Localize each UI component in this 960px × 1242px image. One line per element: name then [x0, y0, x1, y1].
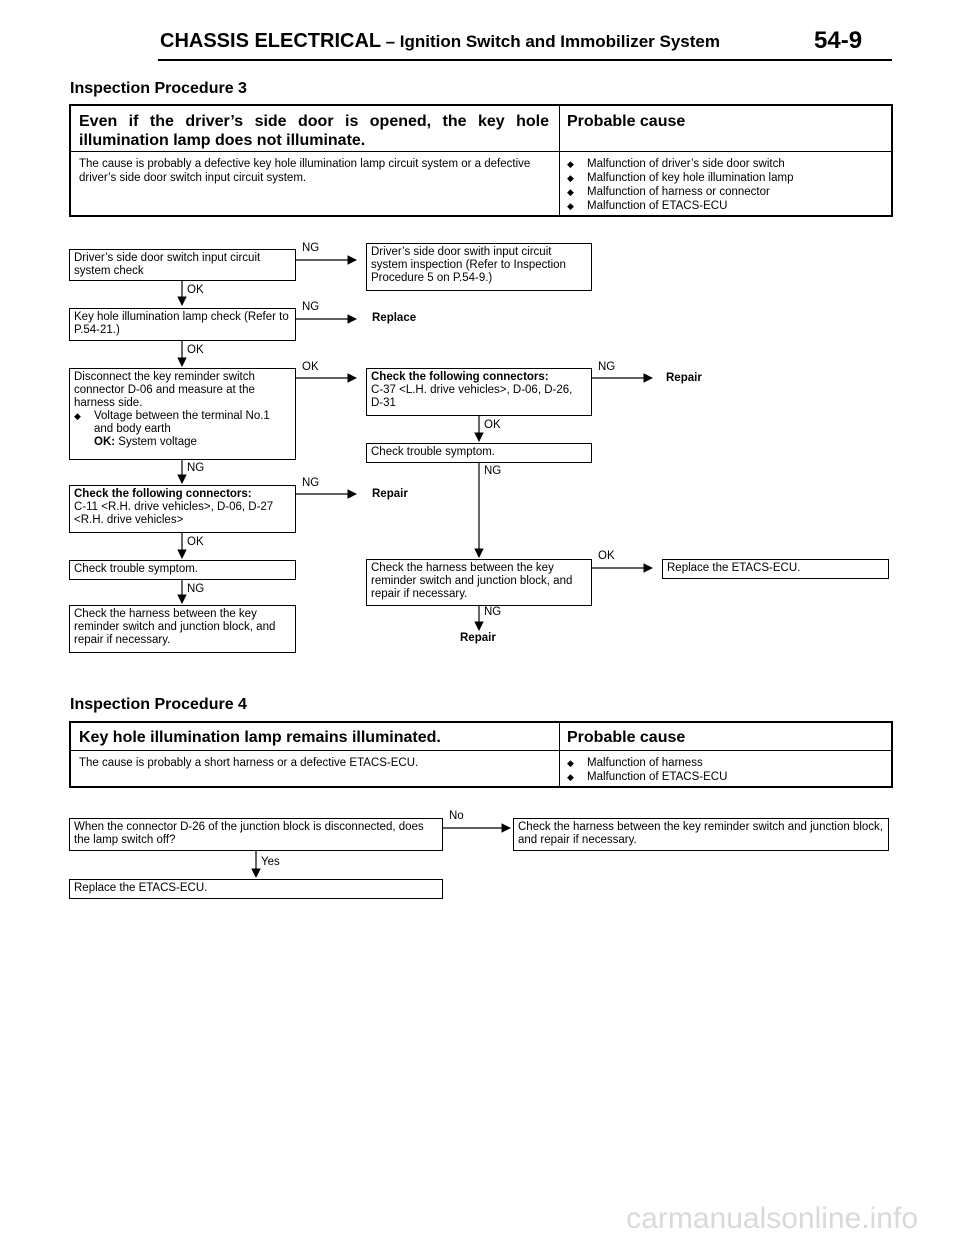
header-title-sub: – Ignition Switch and Immobilizer System [385, 32, 720, 51]
p3-box-door-switch-inspection: Driver’s side door swith input circuit system inspection (Refer to Inspection Procedure 5 on P.54-9.) [366, 243, 592, 291]
p3-box3-text: Disconnect the key reminder switch connector D-06 and measure at the harness side. [74, 371, 255, 409]
cause-item: ◆ Malfunction of ETACS-ECU [567, 770, 887, 784]
p3-repair-connectors-rh: Repair [372, 488, 408, 500]
p4-box-replace-etacs: Replace the ETACS-ECU. [69, 879, 443, 899]
flow-label-ng: NG [302, 477, 320, 489]
table-divider [71, 750, 891, 751]
cause-item: ◆ Malfunction of harness [567, 756, 887, 770]
flow-label-ng: NG [598, 361, 616, 373]
p3-box-check-connectors-rh [69, 485, 296, 533]
p3-box4-body: C-11 <R.H. drive vehicles>, D-06, D-27 <R.H. drive vehicles> [74, 501, 274, 526]
p3-box4-title: Check the following connectors: [74, 488, 252, 500]
flow-label-ng: NG [302, 242, 320, 254]
p4-box-disconnect-d26: When the connector D-26 of the junction block is disconnected, does the lamp switch off? [69, 818, 443, 851]
proc3-cause-header: Probable cause [567, 113, 686, 130]
p3-box3-bullet-cont: and body earth [94, 423, 171, 435]
p3-box-check-connectors-lh [366, 368, 592, 416]
proc4-description: The cause is probably a short harness or a defective ETACS-ECU. [79, 757, 419, 769]
watermark: carmanualsonline.info [626, 1202, 918, 1235]
p3-box-door-switch-check: Driver’s side door switch input circuit system check [69, 249, 296, 281]
ok-criterion-value: System voltage [118, 436, 197, 448]
proc4-title: Inspection Procedure 4 [70, 696, 247, 713]
cause-item: ◆ Malfunction of driver’s side door switch [567, 157, 887, 171]
proc4-symptom: Key hole illumination lamp remains illuminated. [79, 729, 441, 746]
flow-label-no: No [449, 810, 464, 822]
p3-box-check-harness-left: Check the harness between the key reminder switch and junction block, and repair if necessary. [69, 605, 296, 653]
flow-label-ok: OK [187, 344, 204, 356]
proc3-description: The cause is probably a defective key hole illumination lamp circuit system or a defective driver’s side door switch input circuit system. [79, 158, 531, 184]
cause-item: ◆ Malfunction of key hole illumination lamp [567, 171, 887, 185]
p3-rbox1-body: C-37 <L.H. drive vehicles>, D-06, D-26, D-31 [371, 384, 573, 409]
proc4-symptom-table [69, 721, 893, 788]
proc3-symptom: Even if the driver’s side door is opened, the key hole illumination lamp does not illuminate. [79, 113, 549, 149]
p3-box3-bullet: ◆ Voltage between the terminal No.1 [74, 410, 291, 423]
table-divider [559, 723, 560, 786]
p3-box-check-symptom-left: Check trouble symptom. [69, 560, 296, 580]
proc3-title: Inspection Procedure 3 [70, 80, 247, 97]
p3-box-check-harness-right: Check the harness between the key reminder switch and junction block, and repair if necessary. [366, 559, 592, 606]
p3-box-replace-etacs: Replace the ETACS-ECU. [662, 559, 889, 579]
p3-replace-lamp: Replace [372, 312, 417, 324]
flow-label-ng: NG [484, 465, 502, 477]
cause-item: ◆ Malfunction of harness or connector [567, 185, 887, 199]
flow-label-yes: Yes [261, 856, 280, 868]
p3-rbox1-title: Check the following connectors: [371, 371, 549, 383]
p3-box-measure-voltage [69, 368, 296, 460]
proc4-cause-list [567, 756, 887, 784]
proc4-cause-header: Probable cause [567, 729, 686, 746]
flow-label-ng: NG [187, 462, 205, 474]
flow-label-ok: OK [187, 284, 204, 296]
flow-label-ng: NG [302, 301, 320, 313]
page-number: 54-9 [814, 27, 863, 54]
flow-label-ok: OK [187, 536, 204, 548]
header-title-main: CHASSIS ELECTRICAL [160, 30, 382, 52]
p3-box-lamp-check: Key hole illumination lamp check (Refer to P.54-21.) [69, 308, 296, 341]
flow-label-ok: OK [302, 361, 319, 373]
flow-label-ok: OK [598, 550, 615, 562]
p3-repair-connectors-lh: Repair [666, 372, 702, 384]
p3-repair-harness: Repair [460, 632, 496, 644]
flow-label-ok: OK [484, 419, 501, 431]
flow-label-ng: NG [187, 583, 205, 595]
cause-item: ◆ Malfunction of ETACS-ECU [567, 199, 887, 213]
ok-criterion-label: OK: [94, 436, 116, 448]
p4-box-check-harness: Check the harness between the key reminder switch and junction block, and repair if necessary. [513, 818, 889, 851]
p3-box3-ok [74, 436, 291, 449]
flow-label-ng: NG [484, 606, 502, 618]
p3-box-check-symptom-right: Check trouble symptom. [366, 443, 592, 463]
